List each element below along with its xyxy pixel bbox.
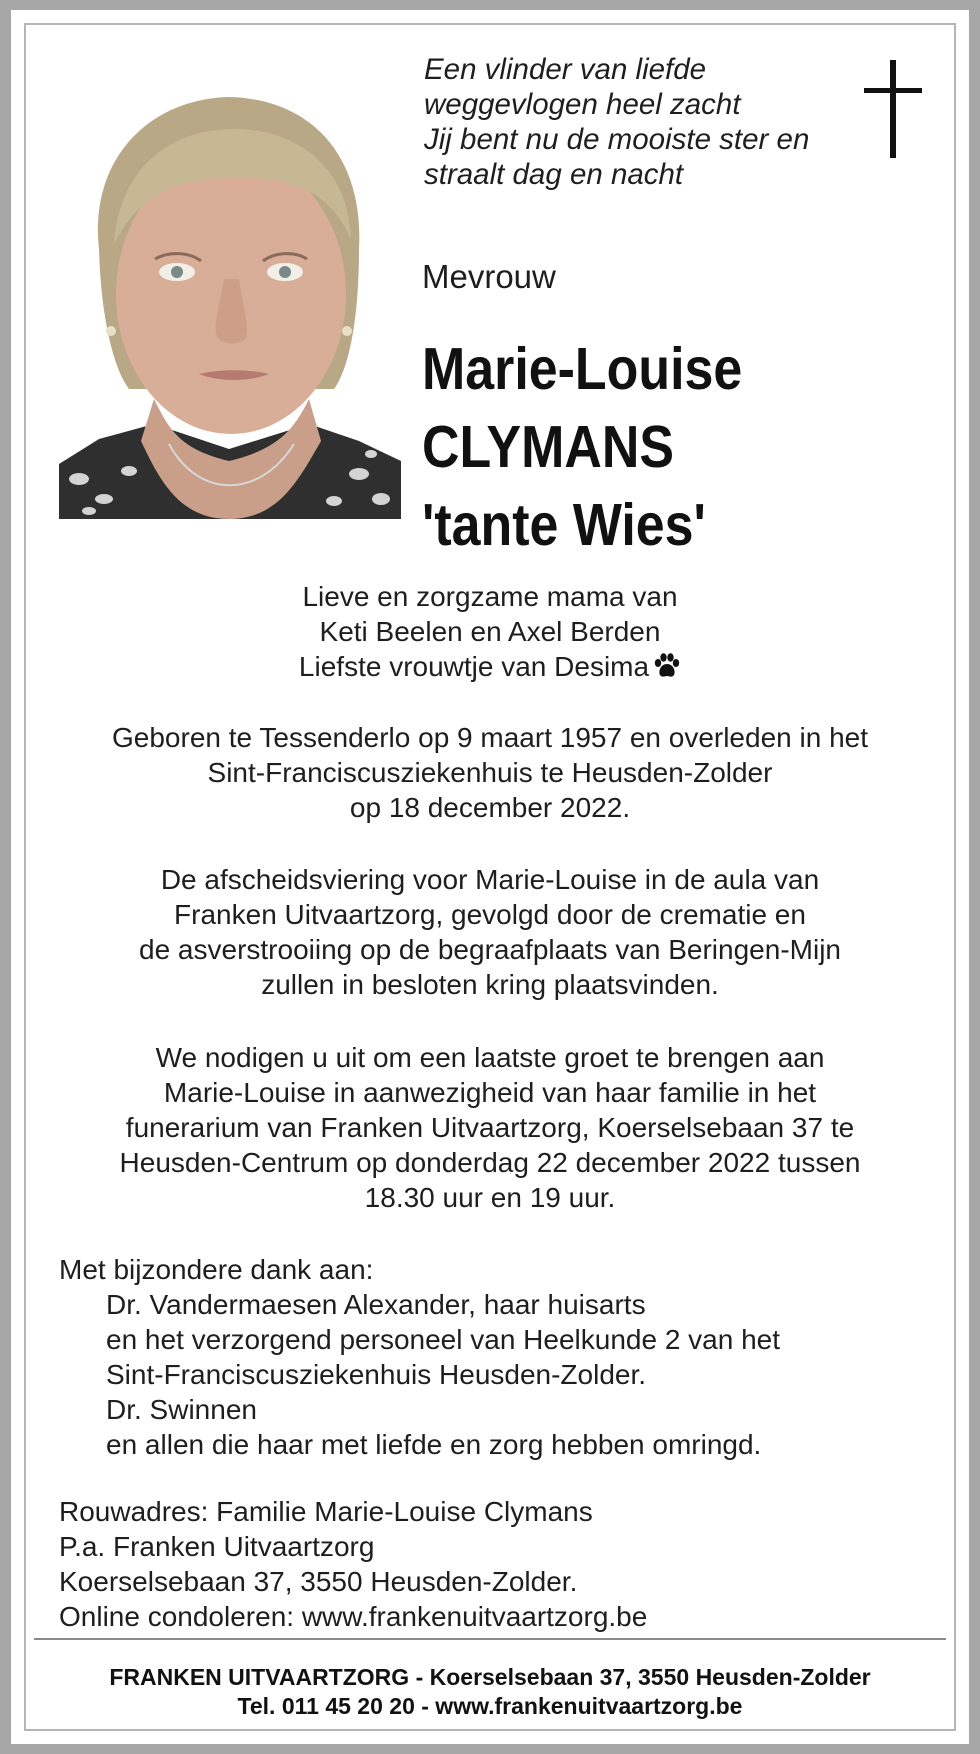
footer-company-line: FRANKEN UITVAARTZORG - Koerselsebaan 37, 3550 Heusden-Zolder [109, 1664, 871, 1690]
family-line-pet [40, 649, 940, 684]
paw-icon [653, 653, 681, 679]
cross-icon [864, 60, 922, 160]
visitation-line: We nodigen u uit om een laatste groet te brengen aan [155, 1042, 825, 1073]
birth-death-section [40, 720, 940, 825]
address-line: P.a. Franken Uitvaartzorg [59, 1531, 375, 1562]
thanks-line: Dr. Swinnen [106, 1394, 257, 1425]
ceremony-line: de asverstrooiing op de begraafplaats van Beringen-Mijn [139, 934, 841, 965]
thanks-heading: Met bijzondere dank aan: [59, 1254, 374, 1285]
honorific: Mevrouw [422, 258, 556, 295]
first-name: Marie-Louise [422, 336, 743, 402]
ceremony-line: Franken Uitvaartzorg, gevolgd door de crematie en [174, 899, 806, 930]
footer-contact-line: Tel. 011 45 20 20 - www.frankenuitvaartzorg.be [237, 1693, 743, 1719]
last-name: CLYMANS [422, 414, 674, 480]
birth-death-line: Geboren te Tessenderlo op 9 maart 1957 en overleden in het [112, 722, 868, 753]
address-section [59, 1494, 647, 1634]
thanks-line: en allen die haar met liefde en zorg hebben omringd. [106, 1429, 762, 1460]
footer-divider [34, 1638, 946, 1640]
birth-death-line: op 18 december 2022. [349, 792, 631, 823]
poem [424, 52, 809, 192]
poem-line: Een vlinder van liefde [424, 53, 707, 86]
poem-line: straalt dag en nacht [424, 158, 684, 191]
poem-line: Jij bent nu de mooiste ster en [424, 123, 810, 156]
portrait-photo [59, 69, 401, 519]
poem-line: weggevlogen heel zacht [424, 88, 741, 121]
thanks-section [59, 1252, 780, 1462]
visitation-line: funerarium van Franken Uitvaartzorg, Koerselsebaan 37 te [125, 1112, 855, 1143]
family-line: Liefste vrouwtje van Desima [298, 651, 650, 682]
address-line: Rouwadres: Familie Marie-Louise Clymans [59, 1496, 593, 1527]
ceremony-line: zullen in besloten kring plaatsvinden. [261, 969, 719, 1000]
visitation-section [40, 1040, 940, 1215]
family-line: Lieve en zorgzame mama van [302, 581, 678, 612]
thanks-line: en het verzorgend personeel van Heelkunde 2 van het [106, 1324, 781, 1355]
address-line: Online condoleren: www.frankenuitvaartzorg.be [59, 1601, 648, 1632]
ceremony-section [40, 862, 940, 1002]
ceremony-line: De afscheidsviering voor Marie-Louise in de aula van [160, 864, 820, 895]
thanks-line: Sint-Franciscusziekenhuis Heusden-Zolder. [106, 1359, 647, 1390]
address-line: Koerselsebaan 37, 3550 Heusden-Zolder. [59, 1566, 578, 1597]
birth-death-line: Sint-Franciscusziekenhuis te Heusden-Zolder [207, 757, 773, 788]
family-line: Keti Beelen en Axel Berden [319, 616, 661, 647]
thanks-line: Dr. Vandermaesen Alexander, haar huisarts [106, 1289, 646, 1320]
visitation-line: Heusden-Centrum op donderdag 22 december 2022 tussen [119, 1147, 861, 1178]
deceased-name [422, 330, 742, 564]
nickname: 'tante Wies' [422, 492, 706, 558]
visitation-line: Marie-Louise in aanwezigheid van haar familie in het [163, 1077, 817, 1108]
visitation-line: 18.30 uur en 19 uur. [364, 1182, 616, 1213]
footer [34, 1663, 946, 1721]
family-section [40, 579, 940, 684]
